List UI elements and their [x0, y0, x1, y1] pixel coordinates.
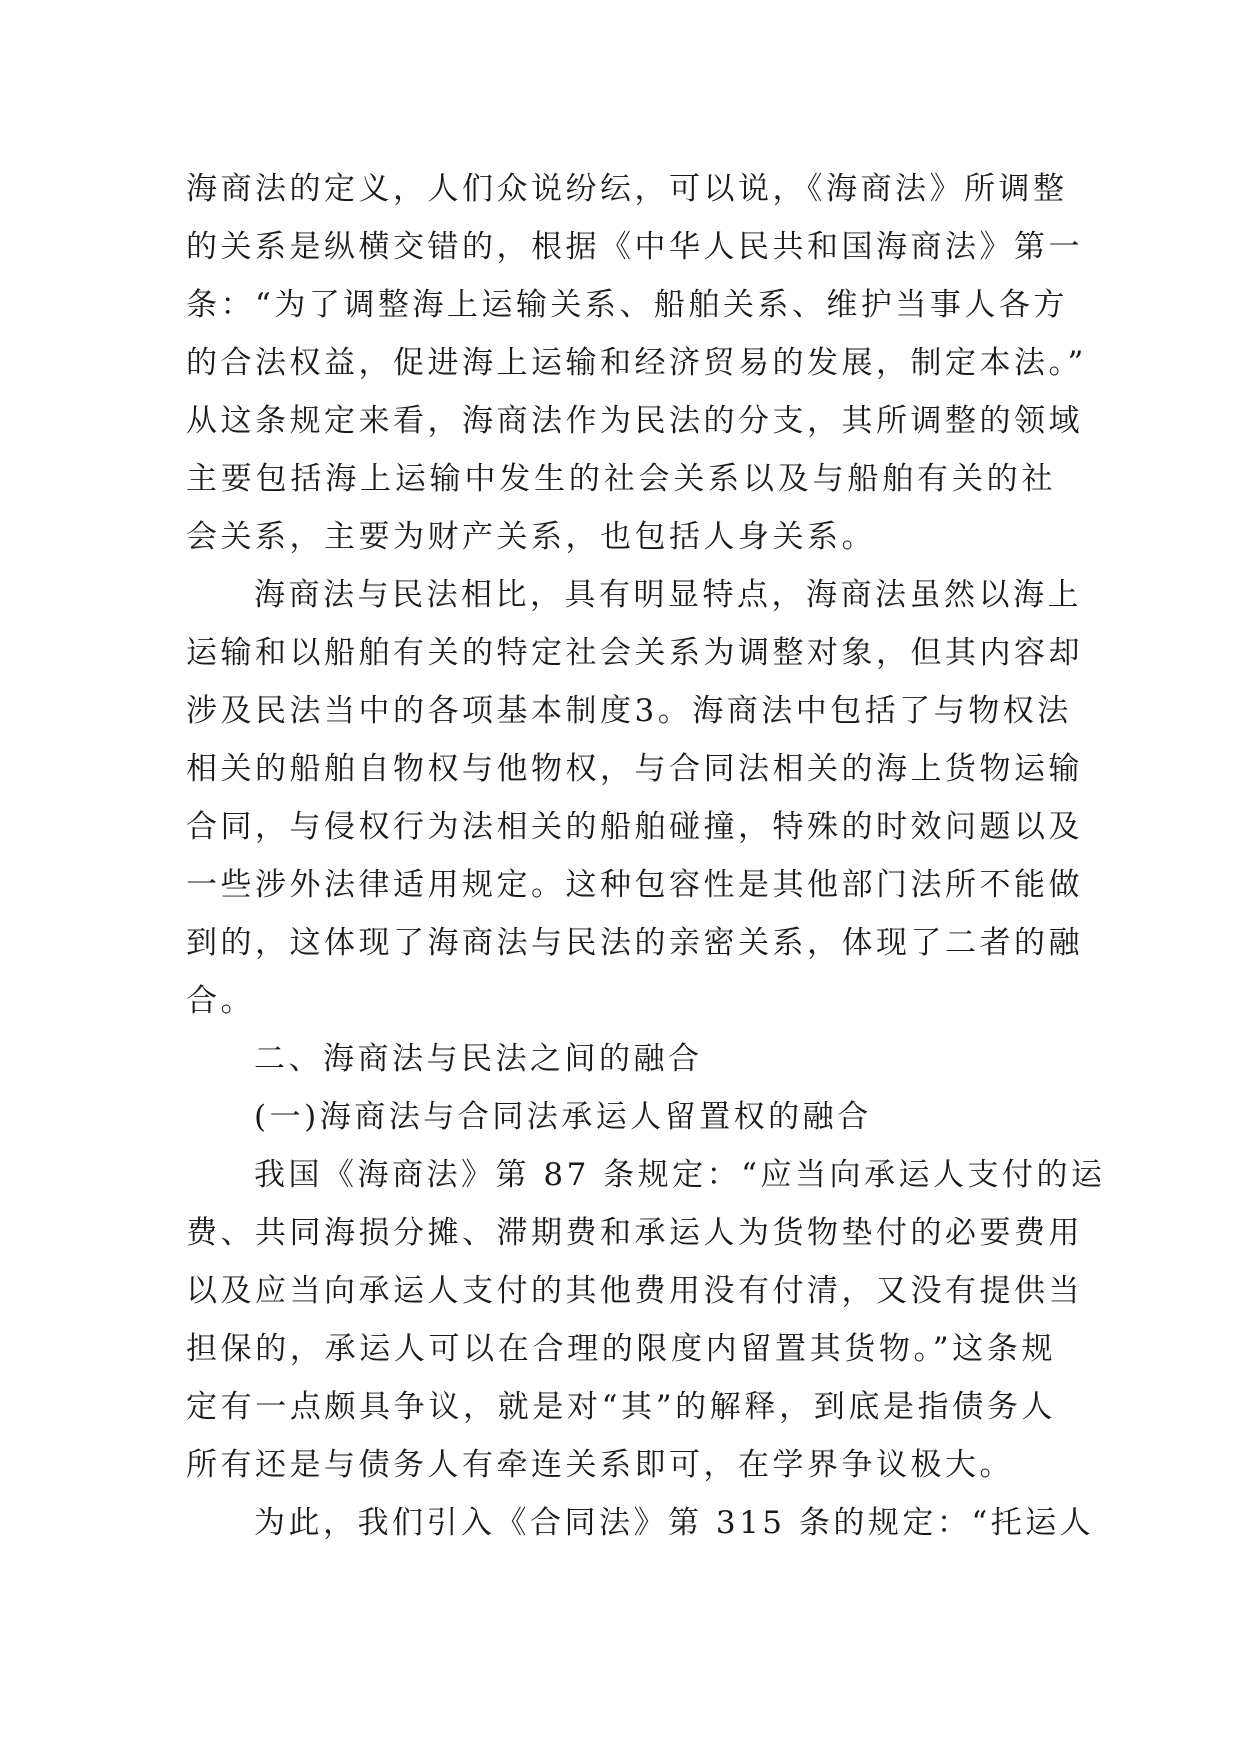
- text-line: 以及应当向承运人支付的其他费用没有付清，又没有提供当: [186, 1273, 1083, 1309]
- text-line: 的关系是纵横交错的，根据《中华人民共和国海商法》第一: [186, 229, 1083, 265]
- text-line: 会关系，主要为财产关系，也包括人身关系。: [186, 519, 876, 555]
- section-heading: [186, 1030, 1056, 1088]
- text-line: 海商法的定义，人们众说纷纭，可以说，《海商法》所调整: [186, 171, 1068, 207]
- paragraph-comparison: [186, 566, 1083, 1030]
- paragraph-article-315: [186, 1494, 1095, 1552]
- text-line: 主要包括海上运输中发生的社会关系以及与船舶有关的社: [186, 461, 1056, 497]
- text-line: 条：“为了调整海上运输关系、船舶关系、维护当事人各方: [186, 287, 1068, 323]
- text-line: 我国《海商法》第 87 条规定：“应当向承运人支付的运: [254, 1157, 1106, 1193]
- text-line: 涉及民法当中的各项基本制度3。海商法中包括了与物权法: [186, 693, 1072, 729]
- heading-text: 二、海商法与民法之间的融合: [254, 1041, 703, 1077]
- subsection-heading: [186, 1088, 1056, 1146]
- text-line: 相关的船舶自物权与他物权，与合同法相关的海上货物运输: [186, 751, 1083, 787]
- paragraph-article-87: [186, 1146, 1106, 1494]
- heading-text: (一)海商法与合同法承运人留置权的融合: [254, 1099, 872, 1135]
- text-line: 合同，与侵权行为法相关的船舶碰撞，特殊的时效问题以及: [186, 809, 1083, 845]
- text-line: 从这条规定来看，海商法作为民法的分支，其所调整的领域: [186, 403, 1083, 439]
- document-page: [186, 160, 1106, 1552]
- text-line: 合。: [186, 983, 255, 1019]
- text-line: 运输和以船舶有关的特定社会关系为调整对象，但其内容却: [186, 635, 1083, 671]
- text-line: 为此，我们引入《合同法》第 315 条的规定：“托运人: [254, 1505, 1095, 1541]
- text-line: 海商法与民法相比，具有明显特点，海商法虽然以海上: [254, 577, 1082, 613]
- text-line: 一些涉外法律适用规定。这种包容性是其他部门法所不能做: [186, 867, 1083, 903]
- text-line: 费、共同海损分摊、滞期费和承运人为货物垫付的必要费用: [186, 1215, 1083, 1251]
- text-line: 担保的，承运人可以在合理的限度内留置其货物。”这条规: [186, 1331, 1056, 1367]
- text-line: 到的，这体现了海商法与民法的亲密关系，体现了二者的融: [186, 925, 1083, 961]
- text-line: 所有还是与债务人有牵连关系即可，在学界争议极大。: [186, 1447, 1014, 1483]
- text-line: 的合法权益，促进海上运输和经济贸易的发展，制定本法。”: [186, 345, 1087, 381]
- text-line: 定有一点颇具争议，就是对“其”的解释，到底是指债务人: [186, 1389, 1056, 1425]
- paragraph-definition: [186, 160, 1087, 566]
